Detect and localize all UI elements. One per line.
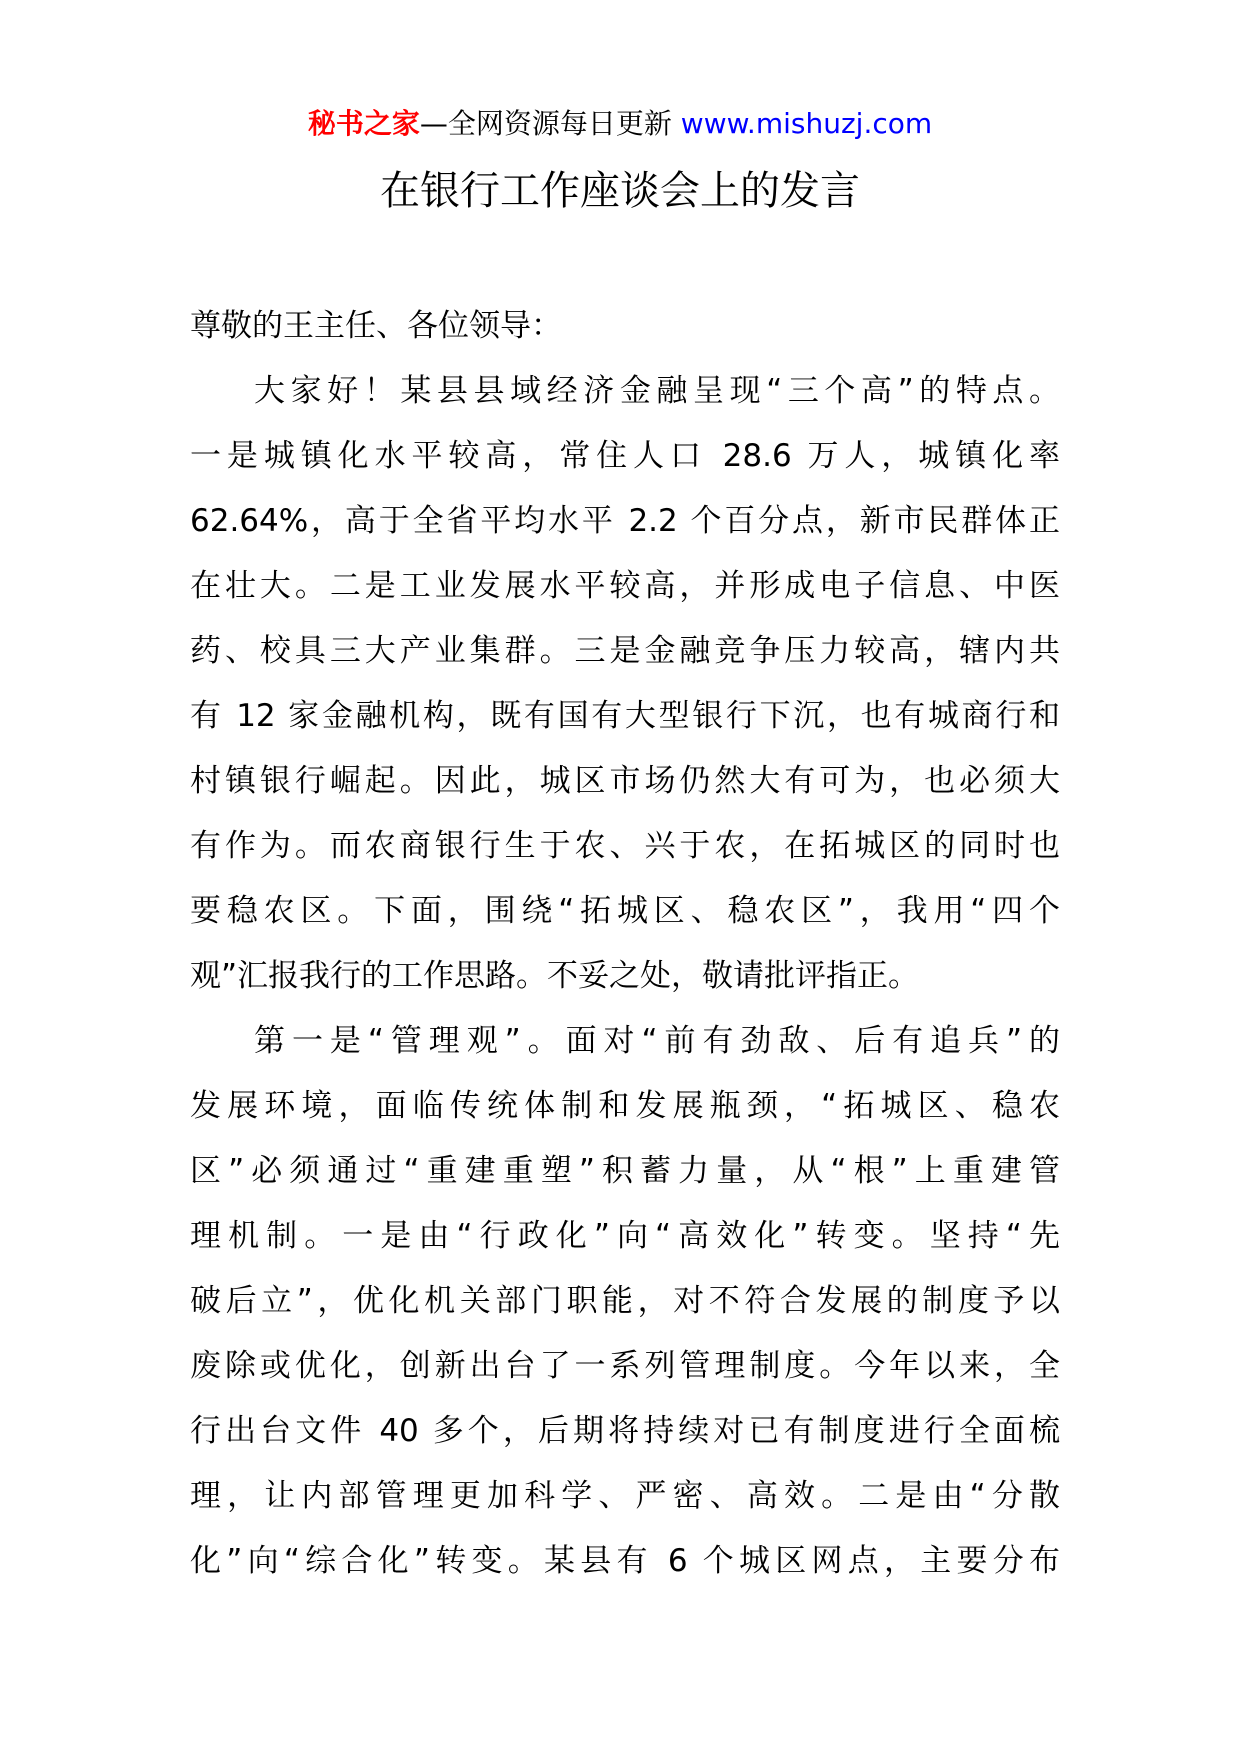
paragraph-line: 一是城镇化水平较高，常住人口 28.6 万人，城镇化率 [190,438,1060,474]
salutation: 尊敬的王主任、各位领导： [190,308,562,344]
paragraph-line: 村镇银行崛起。因此，城区市场仍然大有可为，也必须大 [190,763,1060,799]
paragraph-line: 第一是“管理观”。面对“前有劲敌、后有追兵”的 [254,1023,1060,1059]
paragraph-line: 大家好！某县县域经济金融呈现“三个高”的特点。 [254,373,1060,409]
paragraph-line: 有 12 家金融机构，既有国有大型银行下沉，也有城商行和 [190,698,1060,734]
site-url-link[interactable]: www.mishuzj.com [680,107,933,140]
paragraph-line: 62.64%，高于全省平均水平 2.2 个百分点，新市民群体正 [190,503,1060,539]
paragraph-line: 有作为。而农商银行生于农、兴于农，在拓城区的同时也 [190,828,1060,864]
paragraph-line: 要稳农区。下面，围绕“拓城区、稳农区”，我用“四个 [190,893,1060,929]
paragraph-line: 区”必须通过“重建重塑”积蓄力量，从“根”上重建管 [190,1153,1060,1189]
paragraph-line: 废除或优化，创新出台了一系列管理制度。今年以来，全 [190,1348,1060,1384]
paragraph-line: 观”汇报我行的工作思路。不妥之处，敬请批评指正。 [190,958,920,994]
paragraph-line: 在壮大。二是工业发展水平较高，并形成电子信息、中医 [190,568,1060,604]
paragraph-line: 破后立”，优化机关部门职能，对不符合发展的制度予以 [190,1283,1060,1319]
document-title: 在银行工作座谈会上的发言 [380,168,860,214]
site-header [0,104,1240,144]
document-body [190,294,1060,1594]
header-tagline: —全网资源每日更新 [419,107,672,140]
brand-name: 秘书之家 [307,107,420,140]
paragraph-line: 行出台文件 40 多个，后期将持续对已有制度进行全面梳 [190,1413,1060,1449]
paragraph-line: 理机制。一是由“行政化”向“高效化”转变。坚持“先 [190,1218,1060,1254]
paragraph-line: 理，让内部管理更加科学、严密、高效。二是由“分散 [190,1478,1060,1514]
paragraph-line: 药、校具三大产业集群。三是金融竞争压力较高，辖内共 [190,633,1060,669]
paragraph-line: 化”向“综合化”转变。某县有 6 个城区网点，主要分布 [190,1543,1060,1579]
paragraph-line: 发展环境，面临传统体制和发展瓶颈，“拓城区、稳农 [190,1088,1060,1124]
